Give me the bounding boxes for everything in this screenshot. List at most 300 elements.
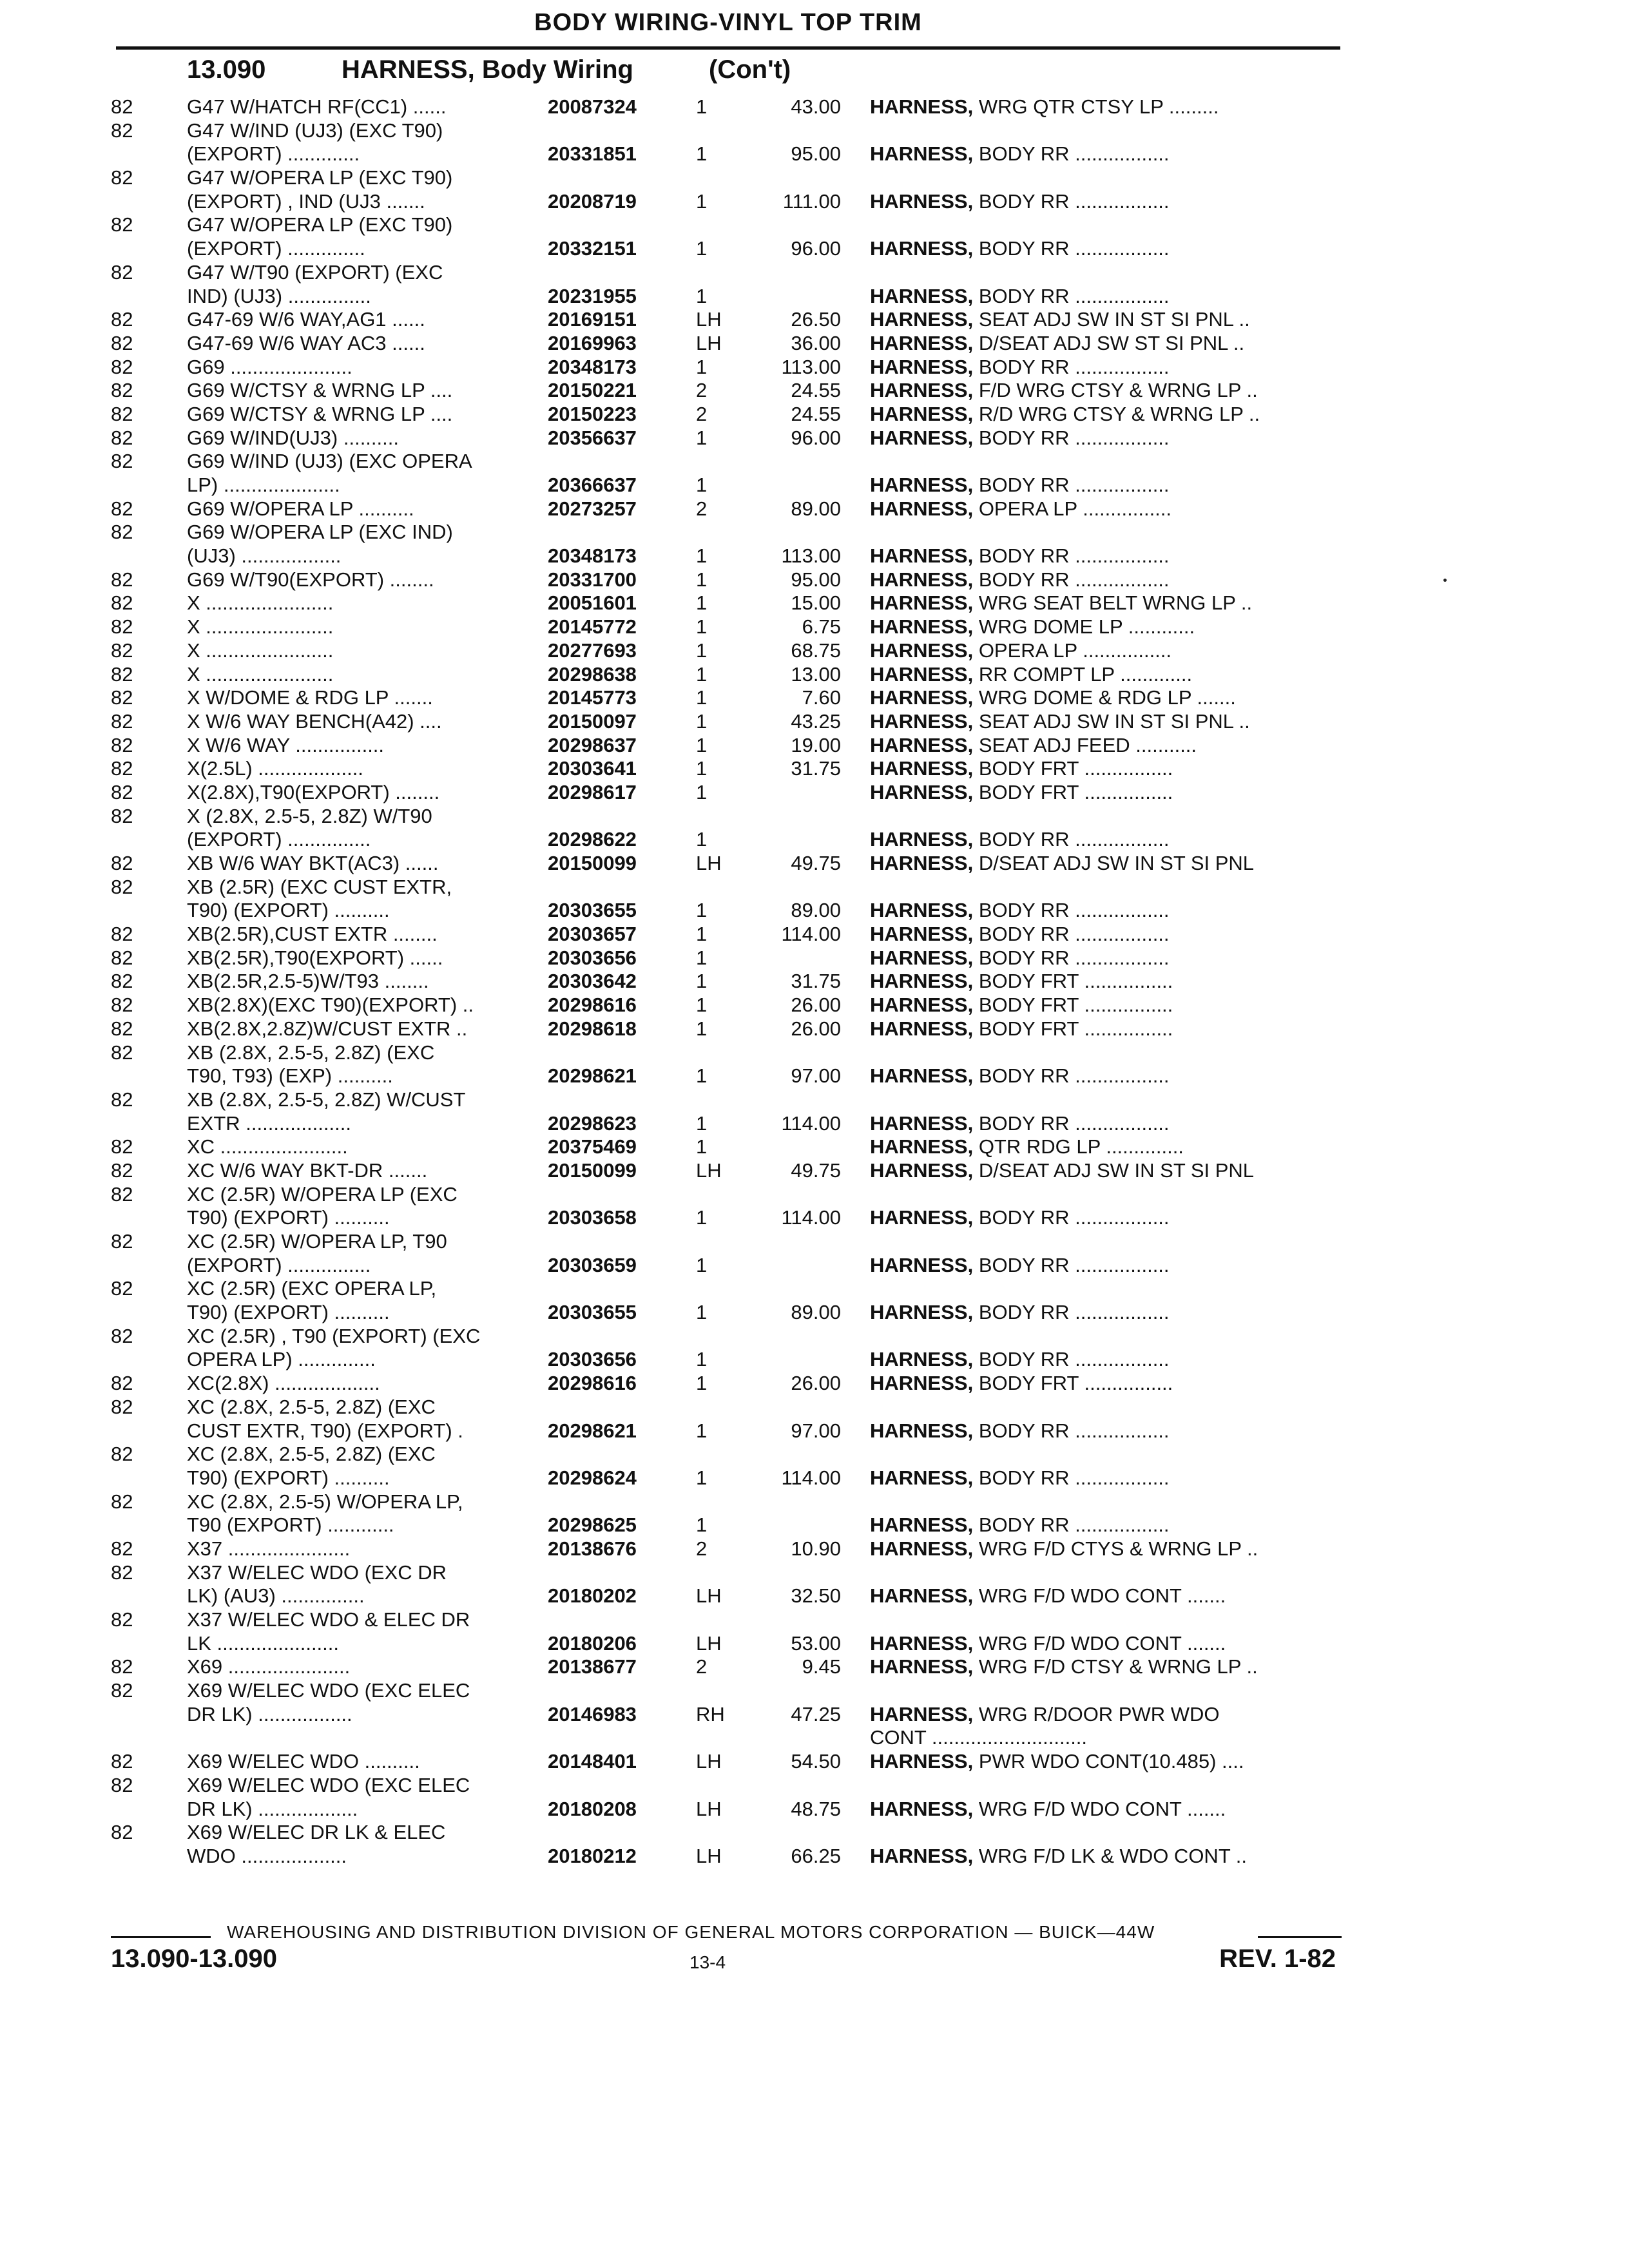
table-row bbox=[0, 1159, 1629, 1183]
price-cell: 53.00 bbox=[791, 1631, 841, 1655]
item-name-detail: BODY RR ................. bbox=[973, 568, 1170, 591]
quantity-cell: LH bbox=[696, 1584, 722, 1608]
item-name-cell bbox=[870, 710, 1250, 734]
part-number-cell: 20138677 bbox=[548, 1655, 637, 1678]
description-cell: X37 ...................... bbox=[187, 1537, 351, 1560]
table-row bbox=[0, 1017, 1629, 1041]
item-name-cell bbox=[870, 1632, 1226, 1656]
item-name-cell bbox=[870, 734, 1197, 758]
quantity-cell: 1 bbox=[696, 568, 708, 591]
description-cell: G47-69 W/6 WAY,AG1 ...... bbox=[187, 308, 425, 331]
table-row bbox=[0, 1845, 1629, 1869]
year-cell: 82 bbox=[111, 923, 133, 946]
item-name-detail: WRG SEAT BELT WRNG LP .. bbox=[973, 591, 1253, 615]
item-name-cell bbox=[870, 427, 1170, 450]
description-cell: G47-69 W/6 WAY AC3 ...... bbox=[187, 331, 425, 354]
quantity-cell: 1 bbox=[696, 1017, 708, 1040]
item-name-detail: CONT ............................ bbox=[870, 1726, 1088, 1749]
item-name-cell bbox=[870, 1159, 1254, 1183]
item-name-detail: WRG DOME LP ............ bbox=[973, 615, 1195, 639]
item-name-detail: BODY RR ................. bbox=[973, 1301, 1170, 1324]
quantity-cell: 1 bbox=[696, 970, 708, 993]
item-name-bold: HARNESS, bbox=[870, 1064, 974, 1088]
part-number-cell: 20332151 bbox=[548, 237, 637, 260]
part-number-cell: 20145772 bbox=[548, 615, 637, 639]
item-name-cell bbox=[870, 1514, 1170, 1537]
price-cell: 97.00 bbox=[791, 1419, 841, 1442]
item-name-cell bbox=[870, 639, 1171, 663]
table-row bbox=[0, 308, 1629, 332]
price-cell: 43.25 bbox=[791, 709, 841, 733]
price-cell: 36.00 bbox=[791, 331, 841, 354]
item-name-detail: BODY RR ................. bbox=[973, 426, 1170, 449]
item-name-bold: HARNESS, bbox=[870, 95, 974, 118]
price-cell: 66.25 bbox=[791, 1844, 841, 1867]
table-row bbox=[0, 1183, 1629, 1207]
year-cell: 82 bbox=[111, 426, 133, 449]
price-cell: 114.00 bbox=[781, 1206, 841, 1229]
description-cell: (EXPORT) , IND (UJ3 ....... bbox=[187, 189, 425, 213]
table-row bbox=[0, 1466, 1629, 1490]
quantity-cell: 2 bbox=[696, 497, 708, 520]
description-cell: G69 W/IND(UJ3) .......... bbox=[187, 426, 399, 449]
description-cell: LP) ..................... bbox=[187, 474, 340, 496]
description-cell: X ....................... bbox=[187, 662, 334, 686]
part-number-cell: 20298624 bbox=[548, 1466, 637, 1489]
part-number-cell: 20150097 bbox=[548, 709, 637, 733]
quantity-cell: 1 bbox=[696, 828, 708, 851]
description-cell: XC (2.5R) (EXC OPERA LP, bbox=[187, 1277, 437, 1300]
description-cell: XB(2.5R,2.5-5)W/T93 ........ bbox=[187, 970, 429, 993]
description-cell: X ....................... bbox=[187, 615, 334, 639]
year-cell: 82 bbox=[111, 1041, 133, 1064]
part-number-cell: 20298617 bbox=[548, 780, 637, 803]
item-name-cell bbox=[870, 947, 1170, 970]
table-row bbox=[0, 474, 1629, 497]
table-row bbox=[0, 923, 1629, 947]
item-name-bold: HARNESS, bbox=[870, 1655, 974, 1678]
item-name-bold: HARNESS, bbox=[870, 544, 974, 568]
item-name-detail: BODY RR ................. bbox=[973, 189, 1170, 213]
description-cell: G69 W/CTSY & WRNG LP .... bbox=[187, 379, 453, 402]
item-name-bold: HARNESS, bbox=[870, 686, 974, 709]
table-row bbox=[0, 734, 1629, 758]
table-row bbox=[0, 427, 1629, 450]
part-number-cell: 20231955 bbox=[548, 284, 637, 307]
price-cell: 89.00 bbox=[791, 497, 841, 520]
item-name-cell bbox=[870, 923, 1170, 947]
table-row bbox=[0, 1490, 1629, 1514]
description-cell: T90) (EXPORT) .......... bbox=[187, 1206, 390, 1229]
description-cell: XC W/6 WAY BKT-DR ....... bbox=[187, 1158, 428, 1182]
year-cell: 82 bbox=[111, 213, 133, 236]
description-cell: G69 ...................... bbox=[187, 355, 352, 378]
item-name-detail: BODY RR ................. bbox=[973, 284, 1170, 307]
table-row bbox=[0, 166, 1629, 190]
description-cell: X69 W/ELEC WDO (EXC ELEC bbox=[187, 1679, 470, 1702]
item-name-cell bbox=[870, 142, 1170, 166]
item-name-bold: HARNESS, bbox=[870, 1702, 974, 1725]
item-name-detail: BODY FRT ................ bbox=[973, 780, 1173, 803]
table-row bbox=[0, 213, 1629, 237]
item-name-detail: F/D WRG CTSY & WRNG LP .. bbox=[973, 379, 1258, 402]
description-cell: X37 W/ELEC WDO & ELEC DR bbox=[187, 1608, 470, 1631]
table-row bbox=[0, 1655, 1629, 1679]
item-name-bold: HARNESS, bbox=[870, 899, 974, 922]
part-number-cell: 20208719 bbox=[548, 189, 637, 213]
item-name-cell bbox=[870, 1466, 1170, 1490]
year-cell: 82 bbox=[111, 1490, 133, 1513]
item-name-cell bbox=[870, 1845, 1247, 1869]
part-number-cell: 20298625 bbox=[548, 1514, 637, 1537]
year-cell: 82 bbox=[111, 1537, 133, 1560]
quantity-cell: 1 bbox=[696, 994, 708, 1017]
table-row bbox=[0, 237, 1629, 261]
table-row bbox=[0, 1277, 1629, 1301]
price-cell: 49.75 bbox=[791, 852, 841, 874]
table-row bbox=[0, 1798, 1629, 1821]
item-name-bold: HARNESS, bbox=[870, 308, 974, 331]
table-row bbox=[0, 1774, 1629, 1798]
description-cell: DR LK) .................. bbox=[187, 1797, 358, 1820]
item-name-cell bbox=[870, 237, 1170, 261]
table-row bbox=[0, 1514, 1629, 1537]
description-cell: XC (2.8X, 2.5-5, 2.8Z) (EXC bbox=[187, 1443, 436, 1466]
item-name-cell bbox=[870, 1750, 1244, 1774]
description-cell: DR LK) ................. bbox=[187, 1702, 352, 1725]
footer-division-text: WAREHOUSING AND DISTRIBUTION DIVISION OF GENERAL MOTORS CORPORATION — BUICK—44W bbox=[227, 1922, 1155, 1942]
table-row bbox=[0, 1419, 1629, 1443]
table-row bbox=[0, 568, 1629, 592]
item-name-bold: HARNESS, bbox=[870, 733, 974, 756]
year-cell: 82 bbox=[111, 355, 133, 378]
item-name-cell bbox=[870, 95, 1219, 119]
quantity-cell: 1 bbox=[696, 474, 708, 496]
description-cell: T90) (EXPORT) .......... bbox=[187, 1466, 390, 1489]
item-name-cell bbox=[870, 474, 1170, 497]
description-cell: G69 W/CTSY & WRNG LP .... bbox=[187, 402, 453, 425]
price-cell: 10.90 bbox=[791, 1537, 841, 1560]
quantity-cell: LH bbox=[696, 308, 722, 331]
description-cell: G47 W/IND (UJ3) (EXC T90) bbox=[187, 119, 443, 142]
part-number-cell: 20298638 bbox=[548, 662, 637, 686]
price-cell: 96.00 bbox=[791, 237, 841, 260]
year-cell: 82 bbox=[111, 402, 133, 425]
part-number-cell: 20356637 bbox=[548, 426, 637, 449]
item-name-cell bbox=[870, 1655, 1258, 1679]
year-cell: 82 bbox=[111, 1230, 133, 1253]
item-name-cell bbox=[870, 568, 1170, 592]
part-number-cell: 20298616 bbox=[548, 1372, 637, 1395]
year-cell: 82 bbox=[111, 1017, 133, 1040]
part-number-cell: 20303655 bbox=[548, 899, 637, 922]
quantity-cell: 2 bbox=[696, 379, 708, 402]
price-cell: 89.00 bbox=[791, 1301, 841, 1324]
part-number-cell: 20298618 bbox=[548, 1017, 637, 1040]
description-cell: XC (2.8X, 2.5-5, 2.8Z) (EXC bbox=[187, 1395, 436, 1418]
item-name-detail: WRG F/D CTSY & WRNG LP .. bbox=[973, 1655, 1258, 1678]
item-name-detail: BODY FRT ................ bbox=[973, 757, 1173, 780]
item-name-bold: HARNESS, bbox=[870, 828, 974, 851]
item-name-bold: HARNESS, bbox=[870, 923, 974, 946]
part-number-cell: 20180212 bbox=[548, 1844, 637, 1867]
year-cell: 82 bbox=[111, 686, 133, 709]
year-cell: 82 bbox=[111, 1324, 133, 1347]
price-cell: 95.00 bbox=[791, 568, 841, 591]
item-name-cell bbox=[870, 544, 1170, 568]
table-row bbox=[0, 639, 1629, 663]
item-name-bold: HARNESS, bbox=[870, 852, 974, 874]
year-cell: 82 bbox=[111, 780, 133, 803]
description-cell: G47 W/OPERA LP (EXC T90) bbox=[187, 166, 453, 189]
table-row bbox=[0, 1537, 1629, 1561]
price-cell: 113.00 bbox=[781, 544, 841, 568]
quantity-cell: 1 bbox=[696, 662, 708, 686]
year-cell: 82 bbox=[111, 639, 133, 662]
table-row bbox=[0, 1301, 1629, 1325]
item-name-cell bbox=[870, 1135, 1184, 1159]
description-cell: G69 W/IND (UJ3) (EXC OPERA bbox=[187, 450, 472, 473]
item-name-cell bbox=[870, 1254, 1170, 1278]
quantity-cell: 1 bbox=[696, 709, 708, 733]
item-name-detail: QTR RDG LP .............. bbox=[973, 1135, 1184, 1158]
year-cell: 82 bbox=[111, 119, 133, 142]
quantity-cell: 1 bbox=[696, 1348, 708, 1371]
table-row bbox=[0, 379, 1629, 403]
table-row bbox=[0, 828, 1629, 852]
item-name-cell bbox=[870, 1301, 1170, 1325]
part-number-cell: 20303655 bbox=[548, 1301, 637, 1324]
item-name-bold: HARNESS, bbox=[870, 474, 974, 496]
item-name-detail: BODY FRT ................ bbox=[973, 1372, 1173, 1395]
item-name-cell bbox=[870, 1206, 1170, 1230]
item-name-bold: HARNESS, bbox=[870, 379, 974, 402]
price-cell: 95.00 bbox=[791, 142, 841, 166]
item-name-cell bbox=[870, 994, 1173, 1017]
item-name-bold: HARNESS, bbox=[870, 142, 974, 166]
description-cell: T90) (EXPORT) .......... bbox=[187, 899, 390, 922]
part-number-cell: 20145773 bbox=[548, 686, 637, 709]
part-number-cell: 20348173 bbox=[548, 355, 637, 378]
table-row bbox=[0, 1325, 1629, 1349]
price-cell: 89.00 bbox=[791, 899, 841, 922]
item-name-detail: BODY RR ................. bbox=[973, 1111, 1170, 1135]
price-cell: 114.00 bbox=[781, 923, 841, 946]
item-name-detail: BODY RR ................. bbox=[973, 474, 1170, 496]
quantity-cell: 1 bbox=[696, 426, 708, 449]
table-row bbox=[0, 1584, 1629, 1608]
item-name-cell bbox=[870, 1017, 1173, 1041]
item-name-bold: HARNESS, bbox=[870, 1135, 974, 1158]
quantity-cell: 1 bbox=[696, 284, 708, 307]
price-cell: 114.00 bbox=[781, 1466, 841, 1489]
table-row bbox=[0, 1135, 1629, 1159]
table-row bbox=[0, 970, 1629, 994]
year-cell: 82 bbox=[111, 521, 133, 544]
part-number-cell: 20277693 bbox=[548, 639, 637, 662]
item-name-cell bbox=[870, 781, 1173, 805]
item-name-bold: HARNESS, bbox=[870, 426, 974, 449]
table-row bbox=[0, 1064, 1629, 1088]
price-cell: 48.75 bbox=[791, 1797, 841, 1820]
item-name-detail: D/SEAT ADJ SW IN ST SI PNL bbox=[973, 1158, 1255, 1182]
year-cell: 82 bbox=[111, 166, 133, 189]
year-cell: 82 bbox=[111, 308, 133, 331]
item-name-detail: OPERA LP ................ bbox=[973, 639, 1172, 662]
part-number-cell: 20180202 bbox=[548, 1584, 637, 1608]
year-cell: 82 bbox=[111, 1608, 133, 1631]
description-cell: X W/DOME & RDG LP ....... bbox=[187, 686, 433, 709]
year-cell: 82 bbox=[111, 1158, 133, 1182]
year-cell: 82 bbox=[111, 615, 133, 639]
item-name-detail: WRG F/D CTYS & WRNG LP .. bbox=[973, 1537, 1258, 1560]
quantity-cell: 1 bbox=[696, 355, 708, 378]
item-name-bold: HARNESS, bbox=[870, 1206, 974, 1229]
description-cell: CUST EXTR, T90) (EXPORT) . bbox=[187, 1419, 463, 1442]
item-name-cell bbox=[870, 403, 1260, 427]
item-name-bold: HARNESS, bbox=[870, 639, 974, 662]
quantity-cell: 1 bbox=[696, 544, 708, 568]
price-cell: 6.75 bbox=[802, 615, 841, 639]
year-cell: 82 bbox=[111, 1443, 133, 1466]
item-name-detail: BODY RR ................. bbox=[973, 355, 1170, 378]
description-cell: XB(2.5R),CUST EXTR ........ bbox=[187, 923, 438, 946]
quantity-cell: 1 bbox=[696, 1372, 708, 1395]
table-row bbox=[0, 1679, 1629, 1703]
table-row bbox=[0, 710, 1629, 734]
price-cell: 96.00 bbox=[791, 426, 841, 449]
quantity-cell: 1 bbox=[696, 946, 708, 969]
price-cell: 32.50 bbox=[791, 1584, 841, 1608]
quantity-cell: 1 bbox=[696, 615, 708, 639]
table-row bbox=[0, 852, 1629, 876]
table-row bbox=[0, 403, 1629, 427]
quantity-cell: 2 bbox=[696, 402, 708, 425]
price-cell: 24.55 bbox=[791, 379, 841, 402]
item-name-cell bbox=[870, 591, 1252, 615]
description-cell: XB (2.8X, 2.5-5, 2.8Z) W/CUST bbox=[187, 1088, 466, 1111]
table-row bbox=[0, 261, 1629, 285]
description-cell: XC (2.5R) W/OPERA LP (EXC bbox=[187, 1182, 458, 1206]
table-row bbox=[0, 591, 1629, 615]
table-row bbox=[0, 1750, 1629, 1774]
year-cell: 82 bbox=[111, 733, 133, 756]
item-name-detail: BODY RR ................. bbox=[973, 828, 1170, 851]
quantity-cell: 1 bbox=[696, 189, 708, 213]
section-name: HARNESS, Body Wiring bbox=[342, 55, 633, 84]
item-name-bold: HARNESS, bbox=[870, 1111, 974, 1135]
price-cell: 68.75 bbox=[791, 639, 841, 662]
quantity-cell: 1 bbox=[696, 1135, 708, 1158]
item-name-cell bbox=[870, 1537, 1258, 1561]
item-name-cell bbox=[870, 757, 1173, 781]
description-cell: (EXPORT) ............... bbox=[187, 828, 371, 851]
item-name-cell bbox=[870, 1112, 1170, 1136]
item-name-cell bbox=[870, 190, 1170, 214]
year-cell: 82 bbox=[111, 852, 133, 874]
part-number-cell: 20150223 bbox=[548, 402, 637, 425]
year-cell: 82 bbox=[111, 379, 133, 402]
item-name-bold: HARNESS, bbox=[870, 568, 974, 591]
year-cell: 82 bbox=[111, 946, 133, 969]
table-row bbox=[0, 1041, 1629, 1065]
year-cell: 82 bbox=[111, 1277, 133, 1300]
description-cell: X69 ...................... bbox=[187, 1655, 351, 1678]
item-name-bold: HARNESS, bbox=[870, 1158, 974, 1182]
price-cell: 97.00 bbox=[791, 1064, 841, 1088]
year-cell: 82 bbox=[111, 709, 133, 733]
description-cell: T90 (EXPORT) ............ bbox=[187, 1514, 394, 1537]
price-cell: 49.75 bbox=[791, 1158, 841, 1182]
description-cell: EXTR ................... bbox=[187, 1111, 351, 1135]
item-name-cell bbox=[870, 686, 1236, 710]
part-number-cell: 20375469 bbox=[548, 1135, 637, 1158]
table-row bbox=[0, 190, 1629, 214]
quantity-cell: RH bbox=[696, 1702, 725, 1725]
item-name-detail: D/SEAT ADJ SW IN ST SI PNL bbox=[973, 852, 1255, 874]
part-number-cell: 20303656 bbox=[548, 946, 637, 969]
item-name-bold: HARNESS, bbox=[870, 355, 974, 378]
item-name-bold: HARNESS, bbox=[870, 615, 974, 639]
description-cell: (EXPORT) ............... bbox=[187, 1253, 371, 1276]
price-cell: 13.00 bbox=[791, 662, 841, 686]
description-cell: (EXPORT) .............. bbox=[187, 237, 365, 260]
table-row bbox=[0, 119, 1629, 143]
item-name-cell bbox=[870, 379, 1258, 403]
section-number: 13.090 bbox=[187, 55, 266, 84]
price-cell: 26.50 bbox=[791, 308, 841, 331]
page-header bbox=[116, 5, 1340, 50]
price-cell: 15.00 bbox=[791, 591, 841, 615]
item-name-bold: HARNESS, bbox=[870, 1301, 974, 1324]
item-name-detail: BODY FRT ................ bbox=[973, 994, 1173, 1017]
item-name-cell bbox=[870, 1372, 1173, 1396]
table-row bbox=[0, 1088, 1629, 1112]
item-name-bold: HARNESS, bbox=[870, 237, 974, 260]
item-name-detail: WRG DOME & RDG LP ....... bbox=[973, 686, 1236, 709]
item-name-bold: HARNESS, bbox=[870, 662, 974, 686]
item-name-cell bbox=[870, 970, 1173, 994]
item-name-detail: BODY RR ................. bbox=[973, 1206, 1170, 1229]
table-row bbox=[0, 1396, 1629, 1419]
quantity-cell: 1 bbox=[696, 95, 708, 118]
description-cell: G69 W/T90(EXPORT) ........ bbox=[187, 568, 434, 591]
item-name-detail: WRG F/D LK & WDO CONT .. bbox=[973, 1844, 1248, 1867]
table-row bbox=[0, 615, 1629, 639]
item-name-detail: BODY RR ................. bbox=[973, 899, 1170, 922]
description-cell: XC ....................... bbox=[187, 1135, 348, 1158]
quantity-cell: 1 bbox=[696, 1466, 708, 1489]
description-cell: X(2.8X),T90(EXPORT) ........ bbox=[187, 780, 440, 803]
table-row bbox=[0, 899, 1629, 923]
quantity-cell: 1 bbox=[696, 923, 708, 946]
quantity-cell: 1 bbox=[696, 591, 708, 615]
quantity-cell: 1 bbox=[696, 1064, 708, 1088]
part-number-cell: 20273257 bbox=[548, 497, 637, 520]
description-cell: XB(2.8X,2.8Z)W/CUST EXTR .. bbox=[187, 1017, 468, 1040]
item-name-cell bbox=[870, 285, 1170, 309]
part-number-cell: 20298616 bbox=[548, 994, 637, 1017]
item-name-bold: HARNESS, bbox=[870, 284, 974, 307]
description-cell: XC(2.8X) ................... bbox=[187, 1372, 380, 1395]
item-name-cell bbox=[870, 899, 1170, 923]
year-cell: 82 bbox=[111, 757, 133, 780]
price-cell: 26.00 bbox=[791, 1017, 841, 1040]
table-row bbox=[0, 1443, 1629, 1466]
item-name-bold: HARNESS, bbox=[870, 331, 974, 354]
quantity-cell: 1 bbox=[696, 1301, 708, 1324]
description-cell: XB (2.8X, 2.5-5, 2.8Z) (EXC bbox=[187, 1041, 435, 1064]
